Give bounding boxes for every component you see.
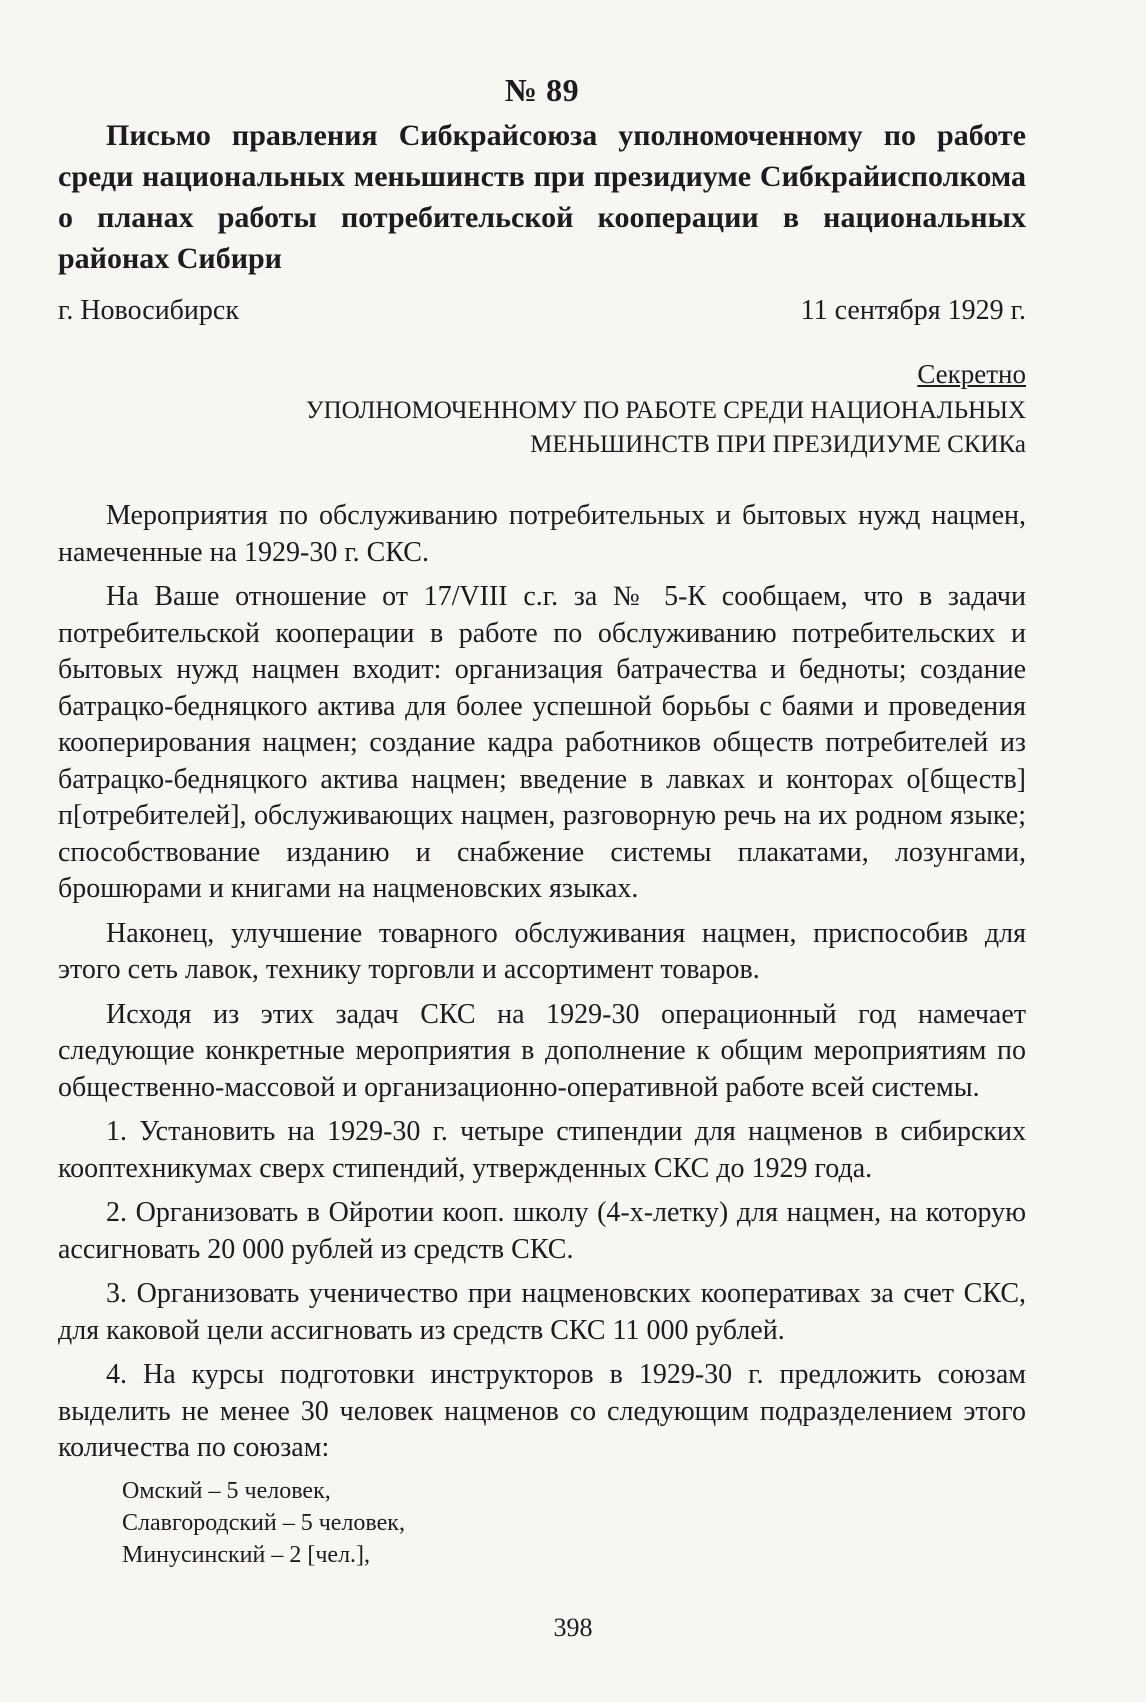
measure-item-3: 3. Организовать ученичество при нацменовских кооперативах за счет СКС, для каковой цели ассигновать из средств СКС 11 000 рублей. (58, 1278, 1026, 1346)
paragraph-tasks: На Ваше отношение от 17/VIII с.г. за № 5-К сообщаем, что в задачи потребительской кооперации в работе по обслуживанию потребительских и бытовых нужд нацмен входит: организация батрачества и бедноты; создание батрацко-бедняцкого актива для более успешной борьбы с баями и проведения кооперирования нацмен; создание кадра работников обществ потребителей из батрацко-бедняцкого актива нацмен; введение в лавках и конторах о[бществ] п[отребителей], обслуживающих нацмен, разговорную речь на их родном языке; способствование изданию и снабжение системы плакатами, лозунгами, брошюрами и книгами на нацменовских языках. (58, 581, 1026, 904)
measure-item-2: 2. Организовать в Ойротии кооп. школу (4-х-летку) для нацмен, на которую ассигновать 20 000 рублей из средств СКС. (58, 1197, 1026, 1265)
measure-item-1: 1. Установить на 1929-30 г. четыре стипендии для нацменов в сибирских кооптехникумах сверх стипендий, утвержденных СКС до 1929 года. (58, 1116, 1026, 1184)
addressee (58, 394, 1026, 462)
measure-item-4: 4. На курсы подготовки инструкторов в 1929-30 г. предложить союзам выделить не менее 30 человек нацменов со следующим подразделением этого количества по союзам: (58, 1359, 1026, 1463)
classification-stamp: Секретно (917, 359, 1026, 389)
paragraph-measures-intro: Исходя из этих задач СКС на 1929-30 операционный год намечает следующие конкретные мероприятия в дополнение к общим мероприятиям по общественно-массовой и организационно-оперативной работе всей системы. (58, 998, 1026, 1103)
document-title: Письмо правления Сибкрайсоюза уполномоченному по работе среди национальных меньшинств при президиуме Сибкрайисполкома о планах работы потребительской кооперации в национальных районах Сибири (58, 119, 1026, 275)
union-item: Минусинский – 2 [чел.], (122, 1541, 371, 1568)
addressee-line-1: УПОЛНОМОЧЕННОМУ ПО РАБОТЕ СРЕДИ НАЦИОНАЛЬНЫХ (305, 397, 1026, 424)
document-number: № 89 (504, 72, 580, 108)
page-number: 398 (553, 1613, 593, 1642)
letter-body (58, 498, 1026, 1467)
union-item: Славгородский – 5 человек, (122, 1509, 405, 1536)
paragraph-conclusion: Наконец, улучшение товарного обслуживания нацмен, приспособив для этого сеть лавок, технику торговли и ассортимент товаров. (58, 917, 1026, 985)
document-page (58, 72, 1026, 1571)
document-place: г. Новосибирск (58, 295, 239, 326)
union-item: Омский – 5 человек, (122, 1477, 331, 1504)
unions-list (58, 1475, 1026, 1571)
document-date: 11 сентября 1929 г. (800, 295, 1026, 326)
place-date-line (58, 295, 1026, 327)
addressee-line-2: МЕНЬШИНСТВ ПРИ ПРЕЗИДИУМЕ СКИКа (530, 431, 1026, 458)
paragraph-subject: Мероприятия по обслуживанию потребительных и бытовых нужд нацмен, намеченные на 1929-30 г. СКС. (58, 500, 1026, 568)
